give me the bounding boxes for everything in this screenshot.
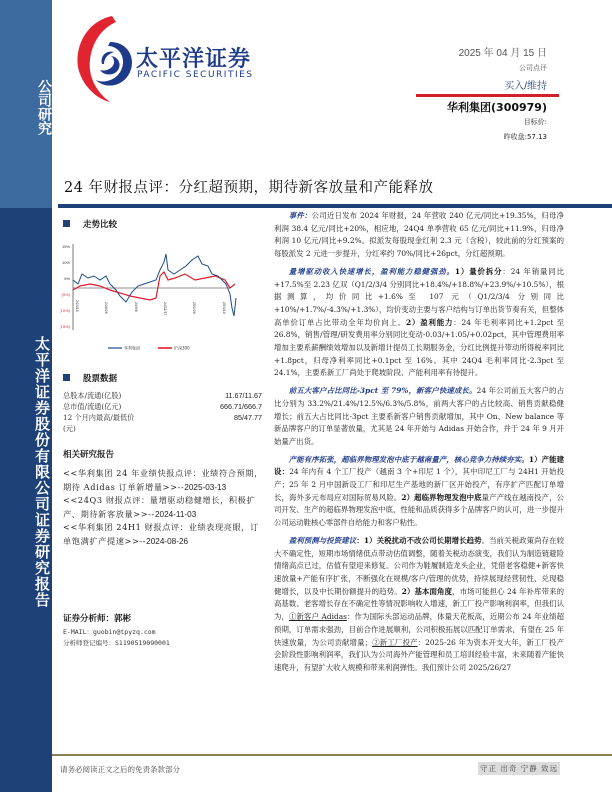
bullet-square-icon: [63, 374, 70, 381]
paragraph-capacity: 产能有序拓张，超临界物理发泡中底于越南量产，核心竞争力持续夯实。1）产能建设：24 年内有 4 个工厂投产（越南 3 个+印尼 1 个），其中印尼工厂与 24H1 开始投产；25 年 2 月中国新设工厂和印尼生产基地的新厂区开始投产，有序扩产匹配订单增长，海外多元布局应对国际贸易风险。2）超临界物理发泡中底量产产线在越南投产，公司开发、生产的超临界物理发泡中底，性能和品质获得多个品牌客户的认可，进一步提升公司运动鞋核心零部件自给能力和客户粘性。: [274, 454, 564, 528]
analyst-email[interactable]: E-MAIL：guobin@tpyzq.com: [63, 628, 156, 636]
paragraph-forecast: 盈利预测与投资建议：1）关税扰动不改公司长期增长趋势。当前关税政策尚存在较大不确定性，短期市场情绪低点带动估值调整，随着关税动态演变，我们认为制造链避险情绪高点已过，估值有望迎来修复。公司作为鞋履制造龙头企业，凭借老客稳健+新客快速放量+产能有序扩张，不断强化在规模/客户/管理的优势，持续展现经营韧性、兑现稳健增长，以及中长期份额提升的趋势。2）基本面角度，市场可能担心 24 年补库带来的高基数、老客增长存在不确定性等情况影响收入增速，新工厂投产影响利润率，但我们认为，①新客户 Adidas：作为国际头部运动品牌，体量天花板高，近期公布 24 年业绩超预期，订单需求强劲，目前合作进展顺利，公司积极拓展以匹配订单需求，有望在 25 年快速放量，为公司贡献增量；②新工厂投产：2025-26 年为资本开支大年，新工厂投产会阶段性影响利润率，我们认为公司海外产能管理和员工培训经验丰富，未来随着产能快速爬升，有望扩大收入规模和带来利润弹性。我们预计公司 2025/26/27: [274, 535, 564, 672]
x-tick: 24/4/15: [75, 300, 79, 312]
title-divider: [58, 204, 612, 208]
legend-series-2: 沪深300: [174, 345, 190, 351]
logo-name-en: PACIFIC SECURITIES: [137, 70, 254, 80]
chart-legend: [108, 345, 190, 351]
related-report-link[interactable]: <<24Q3 财报点评：量增驱动稳健增长，积极扩产、期待新客放量>>--2024-11-03: [63, 495, 256, 519]
paragraph-customers: 前五大客户占比同比-3pct 至 79%，新客户快速成长。24 年公司前五大客户的占比分别为 33.2%/21.4%/12.5%/6.3%/5.8%，前两大客户的占比较高、销售贡献稳健增长；前五大占比同比-3pct 主要系新客户销售贡献增加，其中 On、New balance 等新品牌客户的订单显著放量，尤其是 24 年开始与 Adidas 开始合作，并于 24 年 9 月开始量产出货。: [274, 386, 564, 446]
stock-row: 总市值/流通(亿元) 666.71/666.7: [63, 402, 262, 411]
sidebar-firm-label: 太平洋证券股份有限公司证券研究报告: [33, 336, 51, 608]
logo-name-cn: 太平洋证券: [136, 47, 252, 72]
paragraph-event: 事件：公司近日发布 2024 年财报，24 年营收 240 亿元/同比+19.35%，归母净利润 38.4 亿元/同比+20%，相应地，24Q4 单季营收 65 亿元/同比+11.9%，归母净利润 10 亿元/同比+9.2%。拟派发每股现金红利 2.3 元（含税），较此前的分红预案的每股派发 2 元进一步提升，分红率约 70%/同比+26pct，分红超预期。: [274, 211, 564, 259]
price-trend-chart: [60, 240, 265, 360]
y-tick: (10%): [60, 308, 70, 313]
stock-row: 总股本/流通(亿股) 11.67/11.67: [63, 391, 262, 400]
y-tick: (15%): [60, 324, 70, 329]
bullet-square-icon: [63, 220, 70, 227]
analyst-registration: 分析师登记编号：S1190519090001: [63, 639, 170, 647]
y-tick: 15%: [61, 244, 70, 249]
logo-swirl-icon: [70, 12, 140, 104]
x-tick: 24/9/6: [134, 302, 138, 312]
chart-plot: [60, 240, 265, 360]
x-tick: 24/6/26: [104, 302, 108, 314]
x-tick: 25/1/28: [192, 302, 196, 314]
stock-data-table: [63, 390, 262, 434]
company-ticker: 华利集团(300979): [447, 101, 547, 114]
disclaimer-note: 请务必阅读正文之后的免责条款部分: [60, 765, 180, 774]
report-type: 公司点评: [519, 65, 547, 72]
previous-close: 昨收盘:57.13: [503, 133, 547, 141]
analyst-name: 证券分析师：郭彬: [63, 614, 132, 624]
report-title: 24 年财报点评：分红超预期，期待新客放量和产能释放: [64, 180, 434, 196]
y-tick: 10%: [61, 260, 70, 265]
report-body: [274, 210, 564, 680]
y-tick: 5%: [64, 276, 70, 281]
related-reports-list: [63, 467, 263, 548]
stock-data-heading: 股票数据: [63, 372, 117, 384]
legend-series-1: 华利集团: [124, 345, 140, 351]
target-price: 目标价:: [523, 118, 547, 126]
company-motto: 守正 出奇 宁静 致远: [480, 764, 559, 773]
related-reports-heading: 相关研究报告: [63, 450, 115, 460]
report-meta: [459, 44, 547, 92]
x-tick: 24/11/17: [163, 302, 167, 316]
stock-row: (元): [63, 424, 76, 433]
rating: 买入/维持: [504, 81, 547, 92]
trend-section-heading: 走势比较: [63, 218, 117, 230]
analyst-contact: [63, 627, 170, 649]
header-divider: [416, 94, 559, 97]
sidebar-category-label: 公司研究: [36, 79, 52, 135]
related-report-link[interactable]: <<华利集团 24 年业绩快报点评：业绩符合预期，期待 Adidas 订单新增量>>--2025-03-13: [63, 468, 263, 492]
paragraph-volume-price: 量增驱动收入快速增长，盈利能力稳健强劲。1）量价拆分：24 年销量同比+17.5%至 2.23 亿双（Q1/2/3/4 分别同比+18.4%/+18.8%/+23.9%/+10.5%），根据测算，均价同比+1.6%至 107 元（Q1/2/3/4 分别同比+10%/+1.7%/-4.3%/+1.3%），均价变动主要与客户结构与订单出货节奏有关，但整体高单价订单占比带动全年均价向上。2）盈利能力：24 年毛利率同比+1.2pct 至 26.8%，销售/管理/研发费用率分别同比变动-0.03/+1.05/+0.02pct，其中管理费用率增加主要系薪酬绩效增加以及新增计提员工长期服务金，分红比例提升带动所得税率同比+1.8pct，归母净利率同比+0.1pct 至 16%。其中 24Q4 毛利率同比-2.3pct 至 24.1%，主要系新工厂尚处于爬坡阶段、产能利用率有待提升。: [274, 266, 564, 378]
stock-row: 12 个月内最高/最低价 85/47.77: [63, 413, 262, 422]
y-tick: (5%): [61, 292, 70, 297]
related-report-link[interactable]: <<华利集团 24H1 财报点评：业绩表现亮眼，订单饱满扩产提速>>--2024-08-26: [63, 522, 259, 546]
x-tick: 25/4/10: [222, 302, 226, 314]
footer-divider: [52, 754, 612, 756]
report-date: 2025 年 04 月 15 日: [458, 48, 547, 59]
